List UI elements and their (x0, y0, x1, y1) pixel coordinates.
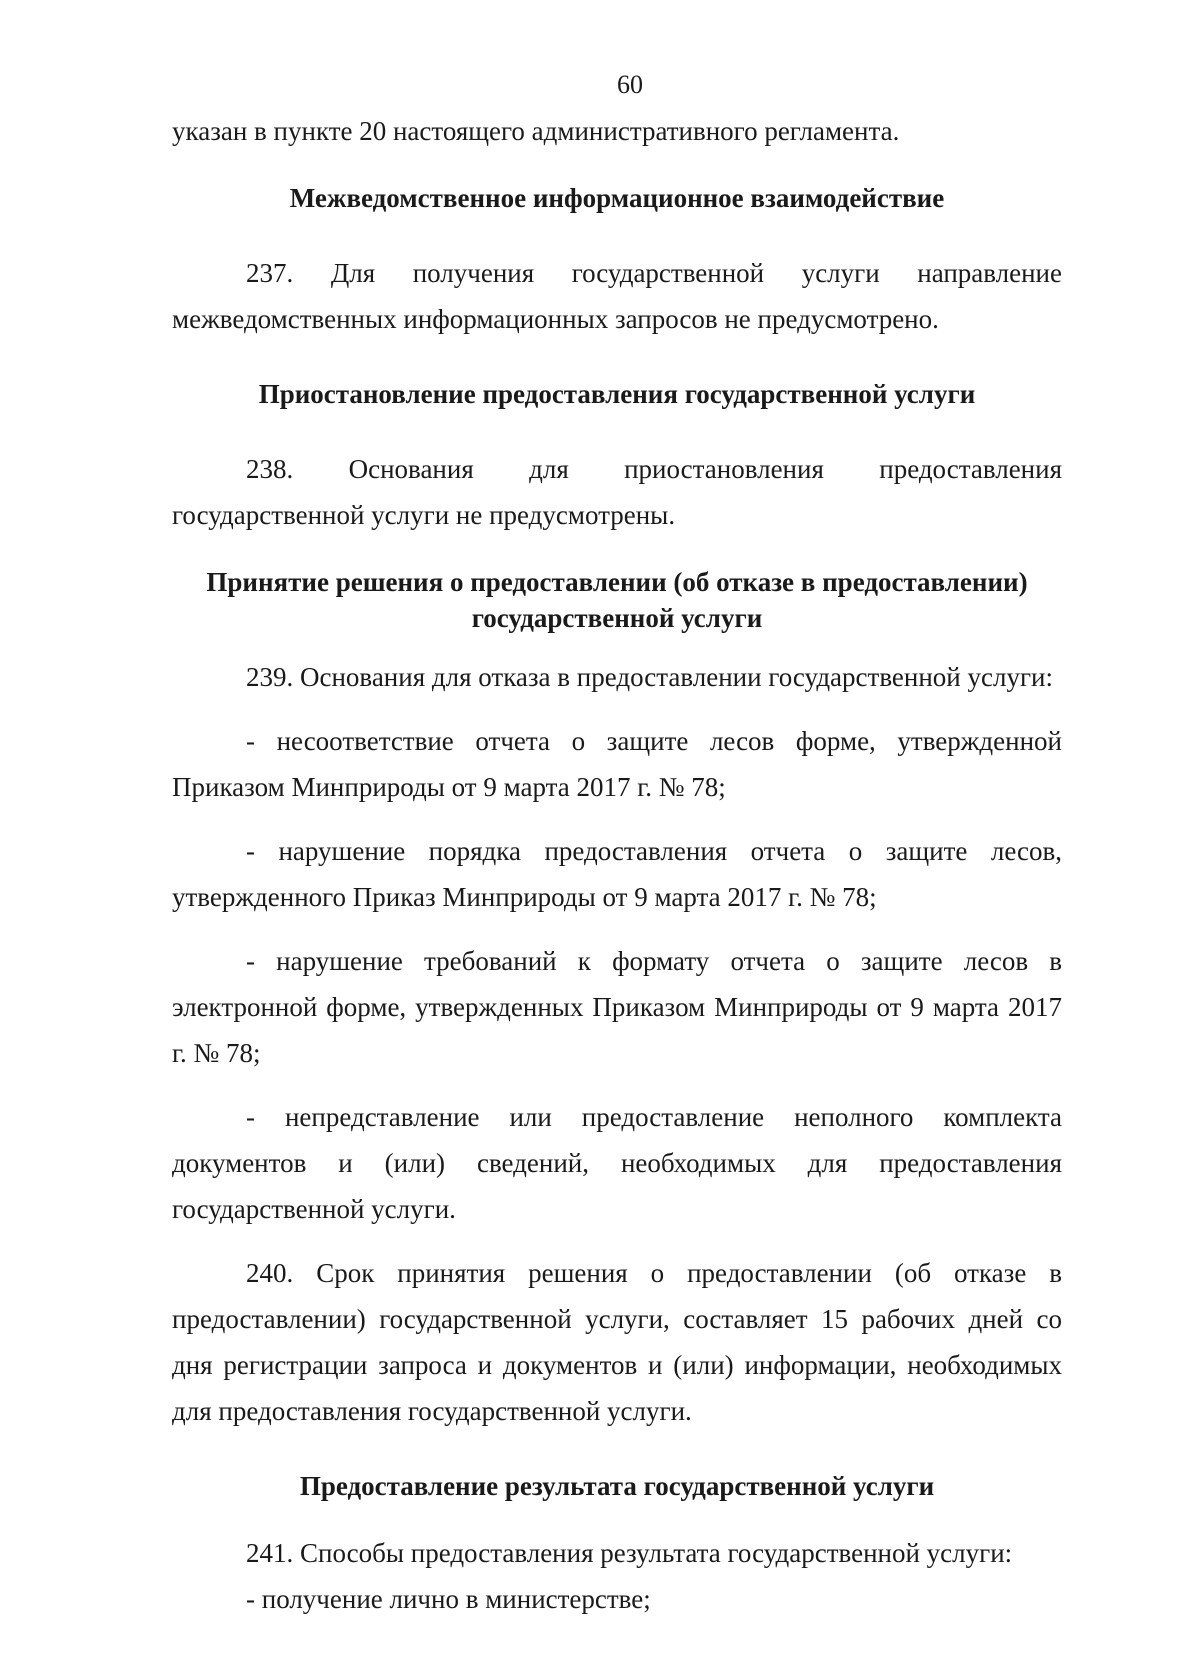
heading-decision: Принятие решения о предоставлении (об отказе в предоставлении) государственной услуги (206, 567, 1028, 633)
paragraph-239: 239. Основания для отказа в предоставлении государственной услуги: (246, 662, 1053, 692)
paragraph-237: 237. Для получения государственной услуги направление межведомственных информационных запросов не предусмотрено. (172, 258, 1062, 334)
list-item-format-violation: - нарушение требований к формату отчета о защите лесов в электронной форме, утвержденных Приказом Минприроды от 9 марта 2017 г. № 78; (172, 946, 1062, 1068)
heading-result-provision: Предоставление результата государственной услуги (299, 1471, 935, 1501)
paragraph-continuation: указан в пункте 20 настоящего административного регламента. (172, 116, 900, 146)
page-number: 60 (617, 70, 643, 99)
list-item-personal-receipt: - получение лично в министерстве; (246, 1584, 651, 1614)
heading-interagency-interaction: Межведомственное информационное взаимодействие (289, 183, 945, 213)
paragraph-238: 238. Основания для приостановления предоставления государственной услуги не предусмотрены. (172, 454, 1062, 530)
paragraph-240: 240. Срок принятия решения о предоставлении (об отказе в предоставлении) государственной услуги, составляет 15 рабочих дней со дня регистрации запроса и документов и (или) информации, необходимых для предоставления государственной услуги. (172, 1258, 1062, 1426)
document-body (172, 108, 1062, 1622)
list-item-procedure-violation: - нарушение порядка предоставления отчета о защите лесов, утвержденного Приказ Минприроды от 9 марта 2017 г. № 78; (172, 836, 1062, 912)
paragraph-241: 241. Способы предоставления результата государственной услуги: (246, 1538, 1013, 1568)
list-item-incomplete-documents: - непредставление или предоставление неполного комплекта документов и (или) сведений, необходимых для предоставления государственной услуги. (172, 1102, 1062, 1224)
list-item-nonconformity: - несоответствие отчета о защите лесов форме, утвержденной Приказом Минприроды от 9 марта 2017 г. № 78; (172, 726, 1062, 802)
heading-suspension: Приостановление предоставления государственной услуги (258, 379, 976, 409)
